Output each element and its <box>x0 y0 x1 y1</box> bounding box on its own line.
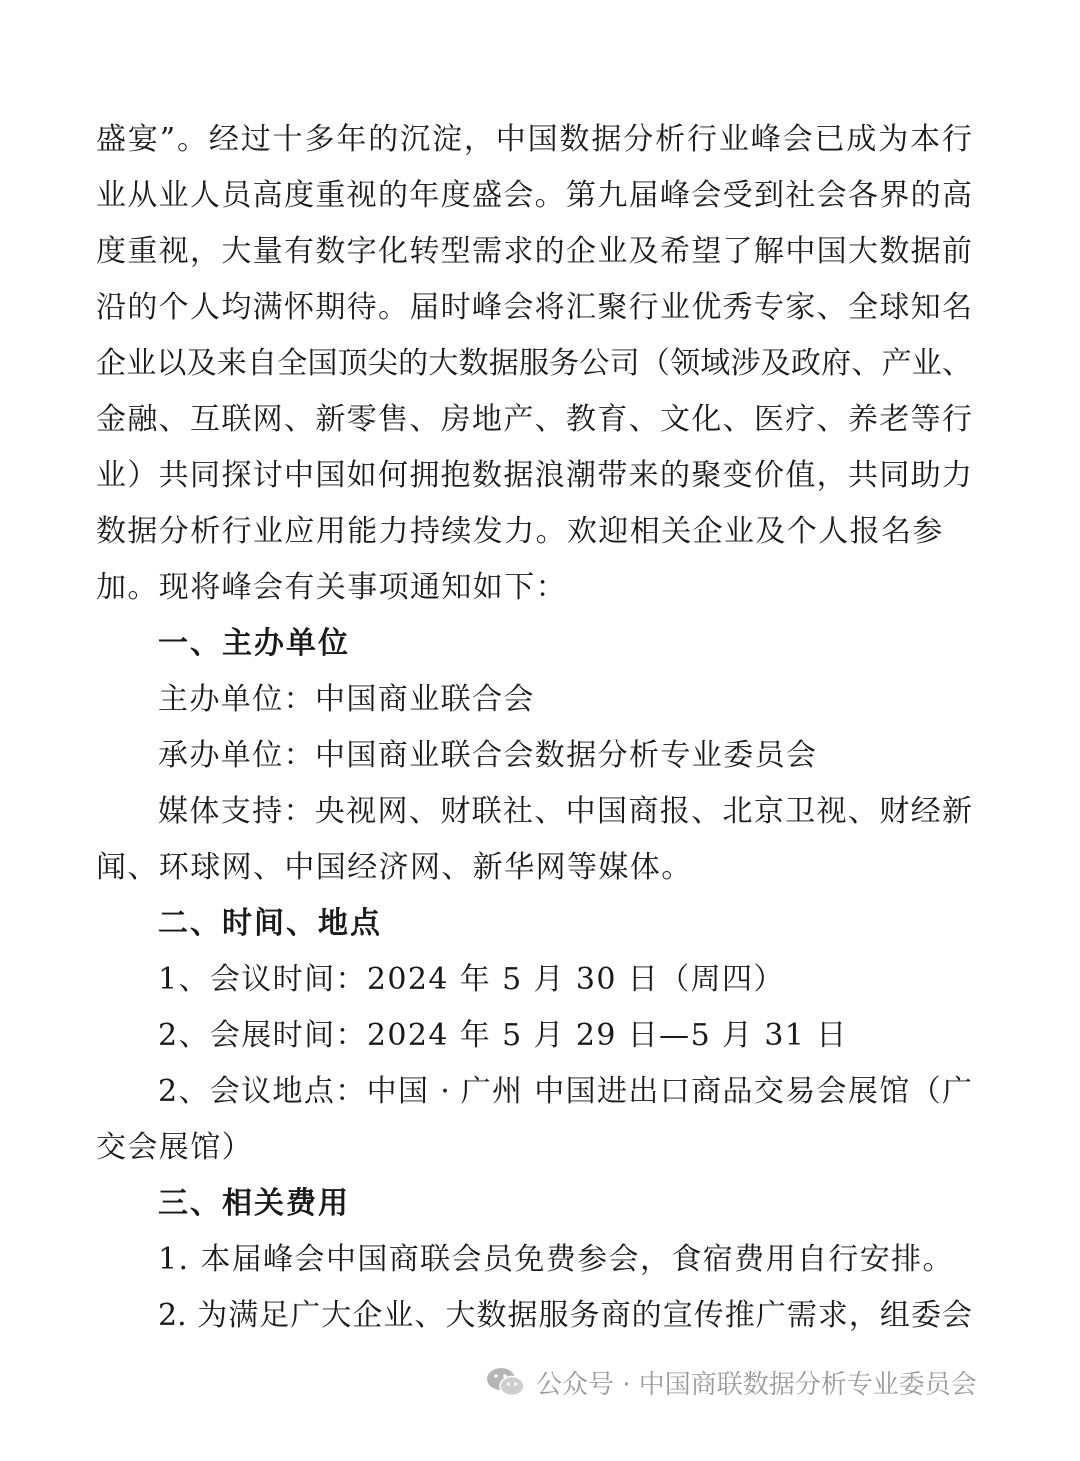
meeting-time-line: 1、会议时间：2024 年 5 月 30 日（周四） <box>158 962 785 997</box>
media-support-line-cont: 闻、环球网、中国经济网、新华网等媒体。 <box>96 850 693 885</box>
organizer-line: 主办单位：中国商业联合会 <box>158 682 535 717</box>
section-heading-organizers: 一、主办单位 <box>158 626 350 661</box>
body-line: 沿的个人均满怀期待。届时峰会将汇聚行业优秀专家、全球知名 <box>96 290 972 325</box>
body-line: 金融、互联网、新零售、房地产、教育、文化、医疗、养老等行 <box>96 402 972 437</box>
venue-line: 2、会议地点：中国 · 广州 中国进出口商品交易会展馆（广 <box>158 1074 972 1109</box>
body-line: 数据分析行业应用能力持续发力。欢迎相关企业及个人报名参 <box>96 514 944 549</box>
fee-item-line: 1. 本届峰会中国商联会员免费参会，食宿费用自行安排。 <box>158 1242 954 1277</box>
fee-item-line: 2. 为满足广大企业、大数据服务商的宣传推广需求，组委会 <box>158 1298 972 1333</box>
co-organizer-line: 承办单位：中国商业联合会数据分析专业委员会 <box>158 738 818 773</box>
body-line: 盛宴”。经过十多年的沉淀，中国数据分析行业峰会已成为本行 <box>96 122 972 157</box>
body-line: 业从业人员高度重视的年度盛会。第九届峰会受到社会各界的高 <box>96 178 972 213</box>
wechat-watermark <box>484 1362 977 1402</box>
body-line: 企业以及来自全国顶尖的大数据服务公司（领域涉及政府、产业、 <box>96 346 972 381</box>
exhibition-time-line: 2、会展时间：2024 年 5 月 29 日—5 月 31 日 <box>158 1018 848 1053</box>
section-heading-fees: 三、相关费用 <box>158 1186 350 1221</box>
body-line: 度重视，大量有数字化转型需求的企业及希望了解中国大数据前 <box>96 234 972 269</box>
wechat-icon <box>484 1364 528 1400</box>
body-line: 业）共同探讨中国如何拥抱数据浪潮带来的聚变价值，共同助力 <box>96 458 972 493</box>
venue-line-cont: 交会展馆） <box>96 1130 253 1165</box>
watermark-text: 公众号 · 中国商联数据分析专业委员会 <box>536 1369 977 1400</box>
body-line: 加。现将峰会有关事项通知如下： <box>96 570 567 605</box>
media-support-line: 媒体支持：央视网、财联社、中国商报、北京卫视、财经新 <box>158 794 972 829</box>
section-heading-time-place: 二、时间、地点 <box>158 906 382 941</box>
